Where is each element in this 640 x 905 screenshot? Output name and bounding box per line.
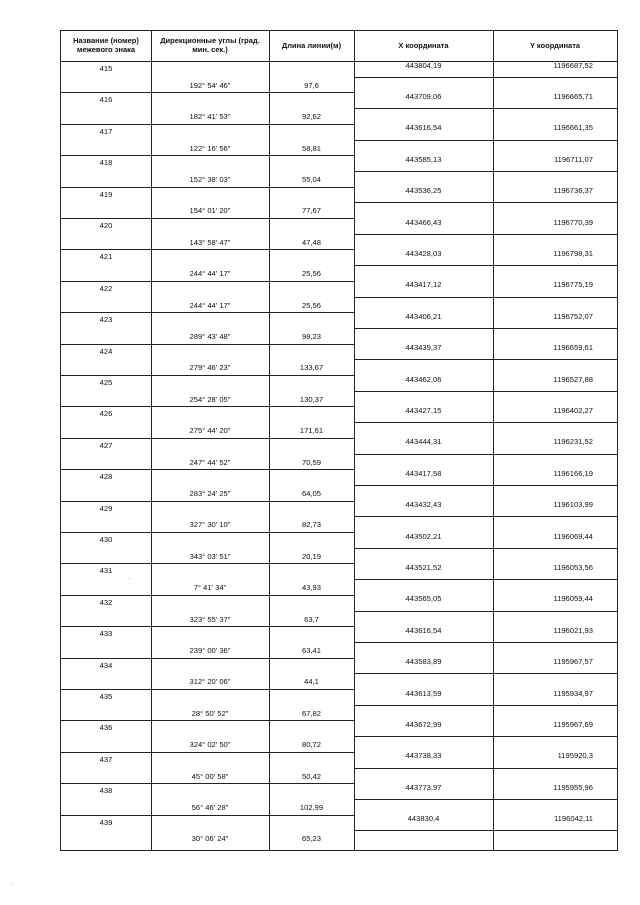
marker-name: 439 bbox=[99, 817, 113, 827]
direction-angle: 7° 41' 34" bbox=[193, 583, 227, 593]
coordinates-table bbox=[60, 30, 618, 851]
direction-angle: 279° 46' 23" bbox=[189, 363, 231, 373]
row-divider bbox=[354, 140, 617, 141]
marker-name: 416 bbox=[99, 95, 113, 105]
y-coordinate: 1195934,97 bbox=[553, 688, 593, 698]
row-divider bbox=[61, 783, 354, 784]
marker-name: 417 bbox=[99, 126, 113, 136]
marker-name: 432 bbox=[99, 597, 113, 607]
row-divider bbox=[61, 124, 354, 125]
direction-angle: 30° 06' 24" bbox=[191, 834, 229, 844]
row-divider bbox=[354, 108, 617, 109]
line-length: 130,37 bbox=[299, 394, 324, 404]
line-length: 43,93 bbox=[301, 583, 321, 593]
line-length: 25,56 bbox=[301, 269, 321, 279]
row-divider bbox=[61, 187, 354, 188]
line-length: 70,59 bbox=[301, 457, 321, 467]
line-length: 63,7 bbox=[304, 614, 319, 624]
row-divider bbox=[61, 406, 354, 407]
direction-angle: 244° 44' 17" bbox=[189, 269, 231, 279]
line-length: 63,41 bbox=[301, 645, 321, 655]
line-length: 97,6 bbox=[304, 80, 319, 90]
y-coordinate: 1196069,44 bbox=[553, 531, 593, 541]
marker-name: 428 bbox=[99, 472, 113, 482]
row-divider bbox=[354, 77, 617, 78]
direction-angle: 143° 58' 47" bbox=[189, 237, 231, 247]
row-divider bbox=[354, 799, 617, 800]
row-divider bbox=[354, 673, 617, 674]
row-divider bbox=[61, 626, 354, 627]
marker-name: 421 bbox=[99, 252, 113, 262]
y-coordinate: 1195967,57 bbox=[553, 657, 593, 667]
row-divider bbox=[354, 485, 617, 486]
x-coordinate: 443466,43 bbox=[405, 217, 442, 227]
direction-angle: 152° 38' 03" bbox=[189, 174, 231, 184]
y-coordinate: 1196103,99 bbox=[553, 500, 593, 510]
direction-angle: 343° 03' 51" bbox=[189, 551, 231, 561]
direction-angle: 45° 00' 58" bbox=[191, 771, 229, 781]
marker-name: 415 bbox=[99, 64, 113, 73]
x-coordinate: 443738,33 bbox=[405, 751, 442, 761]
y-coordinate: 1196752,07 bbox=[553, 311, 593, 321]
marker-name: 425 bbox=[99, 378, 113, 387]
direction-angle: 323° 55' 37" bbox=[189, 614, 231, 624]
y-coordinate: 1196021,93 bbox=[553, 625, 593, 635]
row-divider bbox=[61, 595, 354, 596]
marker-name: 427 bbox=[99, 440, 113, 450]
x-coordinate: 443536,25 bbox=[405, 186, 442, 196]
marker-name: 426 bbox=[99, 409, 113, 419]
direction-angle: 154° 01' 20" bbox=[189, 206, 231, 216]
line-length: 67,82 bbox=[301, 708, 321, 718]
y-coordinate: 1196711,07 bbox=[554, 154, 593, 164]
x-coordinate: 443444,31 bbox=[405, 437, 442, 447]
marker-name: 419 bbox=[99, 189, 113, 199]
row-divider bbox=[61, 720, 354, 721]
header-angle: Дирекционные углы (град. мин. сек.) bbox=[160, 36, 260, 54]
direction-angle: 182° 41' 53" bbox=[189, 112, 231, 122]
row-divider bbox=[354, 265, 617, 266]
y-coordinate: 1196659,61 bbox=[553, 343, 593, 353]
y-coordinate: 1196527,88 bbox=[553, 374, 593, 384]
x-coordinate: 443417,12 bbox=[405, 280, 442, 290]
x-coordinate: 443709,06 bbox=[405, 91, 442, 101]
row-divider bbox=[61, 658, 354, 659]
line-length: 50,42 bbox=[301, 771, 321, 781]
line-length: 98,23 bbox=[301, 331, 321, 341]
row-divider bbox=[354, 328, 617, 329]
direction-angle: 283° 24' 25" bbox=[189, 488, 231, 498]
line-length: 20,19 bbox=[301, 551, 321, 561]
direction-angle: 275° 44' 20" bbox=[189, 426, 231, 436]
row-divider bbox=[354, 297, 617, 298]
row-divider bbox=[354, 234, 617, 235]
row-divider bbox=[354, 171, 617, 172]
y-coordinate: 1196231,52 bbox=[553, 437, 593, 447]
x-coordinate: 443583,89 bbox=[405, 657, 442, 667]
x-coordinate: 443417,58 bbox=[405, 468, 442, 478]
marker-name: 435 bbox=[99, 692, 113, 701]
y-coordinate: 1196166,19 bbox=[553, 468, 593, 478]
line-length: 65,23 bbox=[301, 834, 321, 844]
column-divider bbox=[151, 31, 152, 850]
row-divider bbox=[354, 768, 617, 769]
x-coordinate: 443432,43 bbox=[405, 500, 442, 510]
row-divider bbox=[61, 689, 354, 690]
row-divider bbox=[61, 815, 354, 816]
marker-name: 434 bbox=[99, 660, 113, 670]
x-coordinate: 443565,05 bbox=[405, 594, 442, 604]
row-divider bbox=[354, 516, 617, 517]
row-divider bbox=[354, 579, 617, 580]
y-coordinate: 1196053,56 bbox=[553, 562, 593, 572]
row-divider bbox=[354, 202, 617, 203]
marker-name: 436 bbox=[99, 723, 113, 733]
line-length: 82,73 bbox=[301, 520, 321, 530]
y-coordinate: 1195920,3 bbox=[557, 751, 593, 761]
line-length: 171,61 bbox=[299, 426, 324, 436]
direction-angle: 312° 20' 06" bbox=[189, 677, 231, 687]
row-divider bbox=[61, 92, 354, 93]
x-coordinate: 443502,21 bbox=[405, 531, 442, 541]
marker-name: 429 bbox=[99, 503, 113, 513]
direction-angle: 324° 02' 50" bbox=[189, 740, 231, 750]
marker-name: 420 bbox=[99, 221, 113, 230]
direction-angle: 28° 50' 52" bbox=[191, 708, 229, 718]
x-coordinate: 443427,15 bbox=[405, 405, 442, 415]
marker-name: 438 bbox=[99, 786, 113, 796]
direction-angle: 192° 54' 46" bbox=[189, 80, 231, 90]
row-divider bbox=[61, 563, 354, 564]
row-divider bbox=[61, 155, 354, 156]
row-divider bbox=[354, 736, 617, 737]
direction-angle: 289° 43' 48" bbox=[189, 331, 231, 341]
line-length: 25,56 bbox=[301, 300, 321, 310]
y-coordinate: 1196736,37 bbox=[553, 186, 593, 196]
row-divider bbox=[61, 532, 354, 533]
row-divider bbox=[354, 391, 617, 392]
x-coordinate: 443585,13 bbox=[405, 154, 442, 164]
line-length: 92,62 bbox=[301, 112, 321, 122]
x-coordinate: 443773,97 bbox=[405, 782, 442, 792]
y-coordinate: 1196402,27 bbox=[553, 405, 593, 415]
line-length: 80,72 bbox=[301, 740, 321, 750]
row-divider bbox=[354, 422, 617, 423]
header-length: Длина линии(м) bbox=[281, 40, 342, 50]
marker-name: 433 bbox=[99, 629, 113, 639]
direction-angle: 247° 44' 52" bbox=[189, 457, 231, 467]
row-divider bbox=[61, 312, 354, 313]
marker-name: 424 bbox=[99, 346, 113, 356]
line-length: 47,48 bbox=[301, 237, 321, 247]
row-divider bbox=[354, 642, 617, 643]
y-coordinate: 1195967,69 bbox=[553, 719, 593, 729]
marker-name: 423 bbox=[99, 315, 113, 325]
y-coordinate: 1196687,52 bbox=[553, 60, 593, 70]
direction-angle: 122° 16' 56" bbox=[189, 143, 231, 153]
x-coordinate: 443462,06 bbox=[405, 374, 442, 384]
line-length: 102,99 bbox=[299, 802, 324, 812]
row-divider bbox=[61, 344, 354, 345]
header-x: X координата bbox=[398, 40, 449, 50]
x-coordinate: 443830,4 bbox=[407, 814, 440, 824]
marker-name: 418 bbox=[99, 158, 113, 168]
row-divider bbox=[61, 469, 354, 470]
x-coordinate: 443613,59 bbox=[405, 688, 442, 698]
y-coordinate: 1196059,44 bbox=[553, 594, 593, 604]
line-length: 77,67 bbox=[301, 206, 321, 216]
line-length: 58,81 bbox=[301, 143, 321, 153]
x-coordinate: 443521,52 bbox=[405, 562, 442, 572]
direction-angle: 244° 44' 17" bbox=[189, 300, 231, 310]
header-name: Название (номер) межевого знака bbox=[73, 36, 139, 54]
line-length: 44,1 bbox=[304, 677, 319, 687]
row-divider bbox=[61, 218, 354, 219]
direction-angle: 56° 46' 28" bbox=[191, 802, 229, 812]
y-coordinate: 1196661,35 bbox=[553, 123, 593, 133]
direction-angle: 327° 30' 10" bbox=[189, 520, 231, 530]
marker-name: 431 bbox=[99, 566, 113, 576]
column-divider bbox=[269, 31, 270, 850]
direction-angle: 254° 28' 05" bbox=[189, 394, 231, 404]
row-divider bbox=[61, 438, 354, 439]
y-coordinate: 1195955,96 bbox=[553, 782, 593, 792]
line-length: 133,67 bbox=[299, 363, 324, 373]
row-divider bbox=[61, 752, 354, 753]
scan-speck: . bbox=[129, 575, 131, 581]
marker-name: 422 bbox=[99, 283, 113, 293]
y-coordinate: 1196798,31 bbox=[553, 248, 593, 258]
x-coordinate: 443428,03 bbox=[405, 248, 442, 258]
row-divider bbox=[354, 454, 617, 455]
y-coordinate: 1196775,19 bbox=[553, 280, 593, 290]
y-coordinate: 1196042,11 bbox=[554, 814, 593, 824]
x-coordinate: 443616,54 bbox=[405, 625, 442, 635]
line-length: 55,04 bbox=[301, 174, 321, 184]
scan-speck: . bbox=[12, 880, 14, 886]
marker-name: 437 bbox=[99, 754, 113, 764]
x-coordinate: 443406,21 bbox=[405, 311, 442, 321]
row-divider bbox=[61, 501, 354, 502]
y-coordinate: 1196770,39 bbox=[553, 217, 593, 227]
row-divider bbox=[61, 375, 354, 376]
row-divider bbox=[61, 249, 354, 250]
marker-name: 430 bbox=[99, 535, 113, 544]
row-divider bbox=[354, 611, 617, 612]
row-divider bbox=[61, 281, 354, 282]
header-y: Y координата bbox=[529, 40, 581, 50]
y-coordinate: 1196665,71 bbox=[553, 91, 593, 101]
direction-angle: 239° 00' 36" bbox=[189, 645, 231, 655]
row-divider bbox=[354, 705, 617, 706]
x-coordinate: 443672,99 bbox=[405, 719, 442, 729]
row-divider bbox=[354, 548, 617, 549]
line-length: 64,05 bbox=[301, 488, 321, 498]
x-coordinate: 443804,19 bbox=[405, 60, 442, 70]
row-divider bbox=[354, 359, 617, 360]
row-divider bbox=[354, 830, 617, 831]
x-coordinate: 443616,54 bbox=[405, 123, 442, 133]
x-coordinate: 443439,37 bbox=[405, 343, 442, 353]
